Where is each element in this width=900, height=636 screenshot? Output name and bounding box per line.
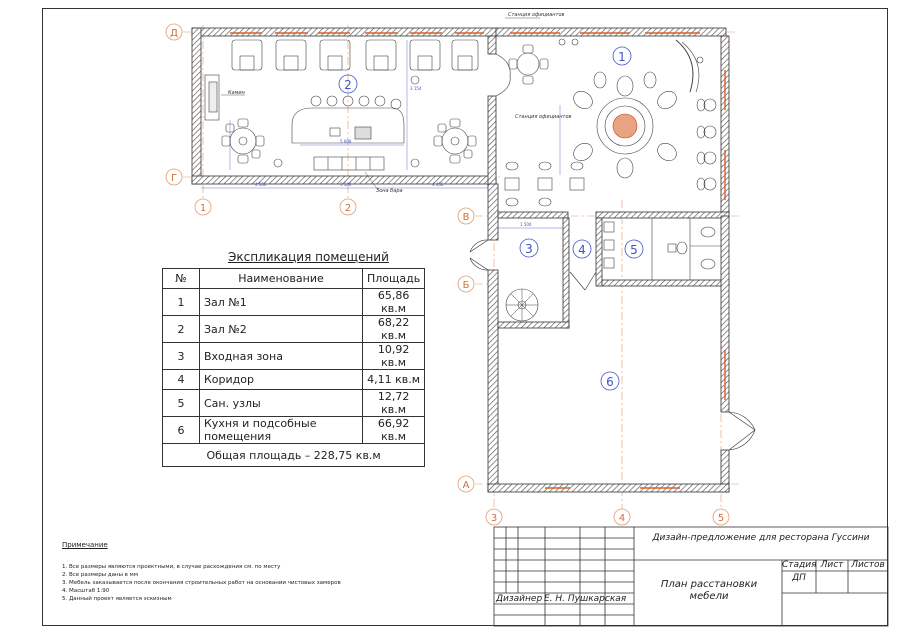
room-num-5: 5 bbox=[630, 243, 638, 257]
room-name: Входная зона bbox=[200, 343, 363, 370]
note-item: 5. Данный проект является эскизным bbox=[62, 596, 172, 602]
room-num-2: 2 bbox=[344, 78, 352, 92]
table-row bbox=[163, 343, 425, 370]
room-num-1: 1 bbox=[618, 50, 626, 64]
doors bbox=[470, 54, 755, 450]
room-num-6: 6 bbox=[606, 375, 614, 389]
room-num-3: 3 bbox=[525, 242, 533, 256]
svg-text:1 500: 1 500 bbox=[520, 222, 532, 227]
stamp-designer-name: Е. Н. Пушкарская bbox=[544, 594, 627, 604]
axis-row-b: Б bbox=[462, 280, 470, 291]
svg-text:4 566: 4 566 bbox=[255, 182, 267, 187]
hall1-furniture bbox=[505, 39, 716, 206]
stamp-col-sheets: Листов bbox=[851, 560, 885, 570]
stamp-stage-value: ДП bbox=[792, 573, 806, 583]
axis-row-g: Г bbox=[170, 173, 178, 184]
axis-row-a: А bbox=[462, 480, 470, 491]
svg-text:4 436: 4 436 bbox=[432, 182, 444, 187]
note-item: 2. Все размеры даны в мм bbox=[62, 572, 138, 578]
room-area: 66,92 кв.м bbox=[363, 417, 425, 444]
axis-col-1: 1 bbox=[199, 203, 207, 214]
col-name-header: Наименование bbox=[200, 269, 363, 289]
label-waiter-station-mid: Станция официантов bbox=[515, 114, 572, 120]
note-item: 1. Все размеры являются проектными, в случае расхождения см. по месту bbox=[62, 564, 281, 570]
room-num-4: 4 bbox=[578, 243, 586, 257]
room-no: 4 bbox=[163, 370, 200, 390]
col-no-header: № bbox=[163, 269, 200, 289]
room-area: 12,72 кв.м bbox=[363, 390, 425, 417]
table-row bbox=[163, 370, 425, 390]
notes-list bbox=[62, 563, 341, 603]
room-name: Зал №2 bbox=[200, 316, 363, 343]
title-block bbox=[494, 527, 888, 626]
note-item: 3. Мебель заказывается после окончания строительных работ на основании чистовых замеров bbox=[62, 580, 341, 586]
stamp-col-sheet: Лист bbox=[820, 560, 844, 570]
explication-table bbox=[162, 268, 425, 467]
room-name: Кухня и подсобные помещения bbox=[200, 417, 363, 444]
axis-col-3: 3 bbox=[490, 513, 498, 524]
stamp-sheet-title: План расстановки мебели bbox=[660, 579, 758, 602]
table-row bbox=[163, 417, 425, 444]
table-total-row bbox=[163, 444, 425, 467]
notes-title: Примечание bbox=[62, 541, 108, 549]
label-waiter-station-top: Станция официантов bbox=[508, 12, 565, 18]
table-row bbox=[163, 390, 425, 417]
stamp-designer-role: Дизайнер bbox=[496, 594, 543, 604]
room-name: Зал №1 bbox=[200, 289, 363, 316]
room-area: 68,22 кв.м bbox=[363, 316, 425, 343]
room-area: 10,92 кв.м bbox=[363, 343, 425, 370]
svg-text:3 500: 3 500 bbox=[340, 182, 352, 187]
axis-col-5: 5 bbox=[717, 513, 725, 524]
axis-row-v: В bbox=[462, 212, 470, 223]
total-area: Общая площадь – 228,75 кв.м bbox=[163, 444, 425, 467]
axis-row-d: Д bbox=[170, 28, 178, 39]
axis-col-4: 4 bbox=[618, 513, 626, 524]
room-no: 3 bbox=[163, 343, 200, 370]
stamp-col-stage: Стадия bbox=[782, 560, 817, 570]
table-row bbox=[163, 289, 425, 316]
room-no: 6 bbox=[163, 417, 200, 444]
room-no: 5 bbox=[163, 390, 200, 417]
room-area: 4,11 кв.м bbox=[363, 370, 425, 390]
room-area: 65,86 кв.м bbox=[363, 289, 425, 316]
explication-title: Экспликация помещений bbox=[228, 250, 389, 264]
label-fireplace: Камин bbox=[228, 90, 245, 96]
table-row bbox=[163, 316, 425, 343]
room-no: 1 bbox=[163, 289, 200, 316]
axis-col-2: 2 bbox=[344, 203, 352, 214]
hall2-furniture bbox=[205, 40, 478, 170]
svg-text:3 154: 3 154 bbox=[410, 86, 422, 91]
room-name: Сан. узлы bbox=[200, 390, 363, 417]
svg-text:5 608: 5 608 bbox=[340, 139, 352, 144]
room-name: Коридор bbox=[200, 370, 363, 390]
stamp-project: Дизайн-предложение для ресторана Гуссини bbox=[652, 533, 870, 543]
dimension-lines bbox=[201, 40, 563, 228]
service-fixtures bbox=[506, 218, 721, 321]
label-bar-zone: Зона бара bbox=[376, 188, 403, 194]
table-header-row bbox=[163, 269, 425, 289]
col-area-header: Площадь bbox=[363, 269, 425, 289]
note-item: 4. Масштаб 1:90 bbox=[62, 588, 110, 594]
room-no: 2 bbox=[163, 316, 200, 343]
